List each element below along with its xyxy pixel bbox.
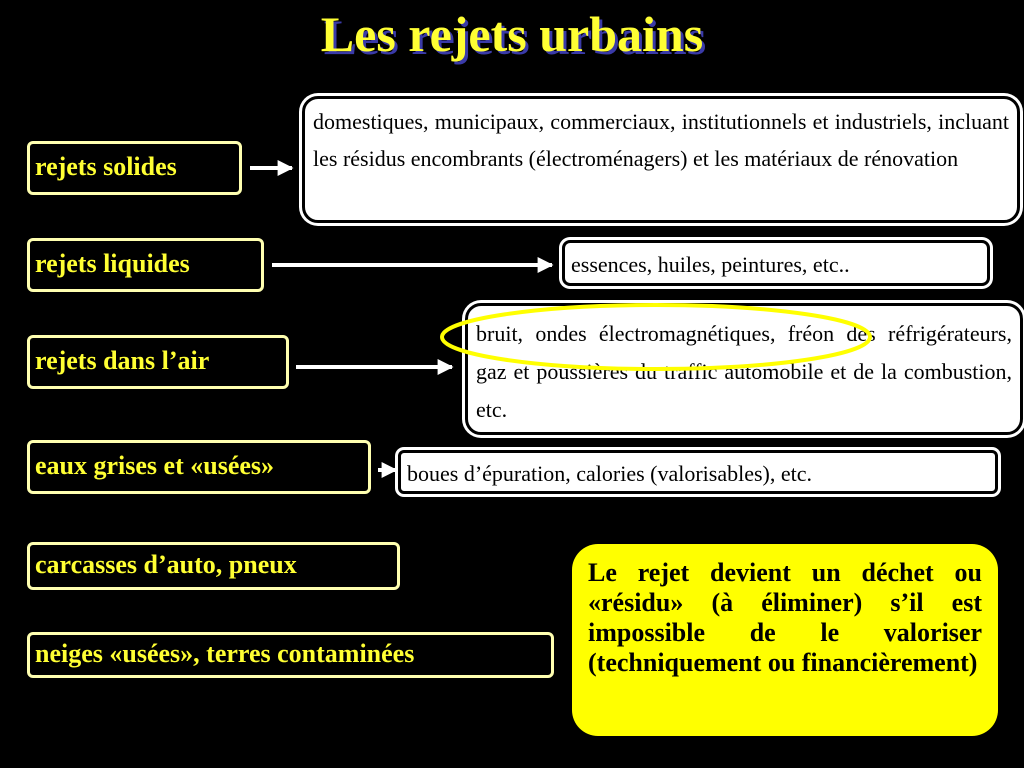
description-rejets-air: bruit, ondes électromagnétiques, fréon des réfrigérateurs, gaz et poussières du traffic automobile et de la combustion, etc. <box>465 303 1023 435</box>
category-rejets-liquides: rejets liquides <box>27 238 264 292</box>
description-rejets-liquides: essences, huiles, peintures, etc.. <box>562 240 990 286</box>
category-rejets-solides: rejets solides <box>27 141 242 195</box>
page-title: Les rejets urbains <box>320 6 704 62</box>
description-eaux-grises: boues d’épuration, calories (valorisables), etc. <box>398 450 998 494</box>
category-neiges-terres: neiges «usées», terres contaminées <box>27 632 554 678</box>
description-rejets-solides: domestiques, municipaux, commerciaux, institutionnels et industriels, incluant les résidus encombrants (électroménagers) et les matériaux de rénovation <box>302 96 1020 223</box>
category-eaux-grises: eaux grises et «usées» <box>27 440 371 494</box>
category-carcasses: carcasses d’auto, pneux <box>27 542 400 590</box>
category-rejets-air: rejets dans l’air <box>27 335 289 389</box>
definition-note: Le rejet devient un déchet ou «résidu» (à éliminer) s’il est impossible de le valoriser (techniquement ou financièrement) <box>572 544 998 736</box>
